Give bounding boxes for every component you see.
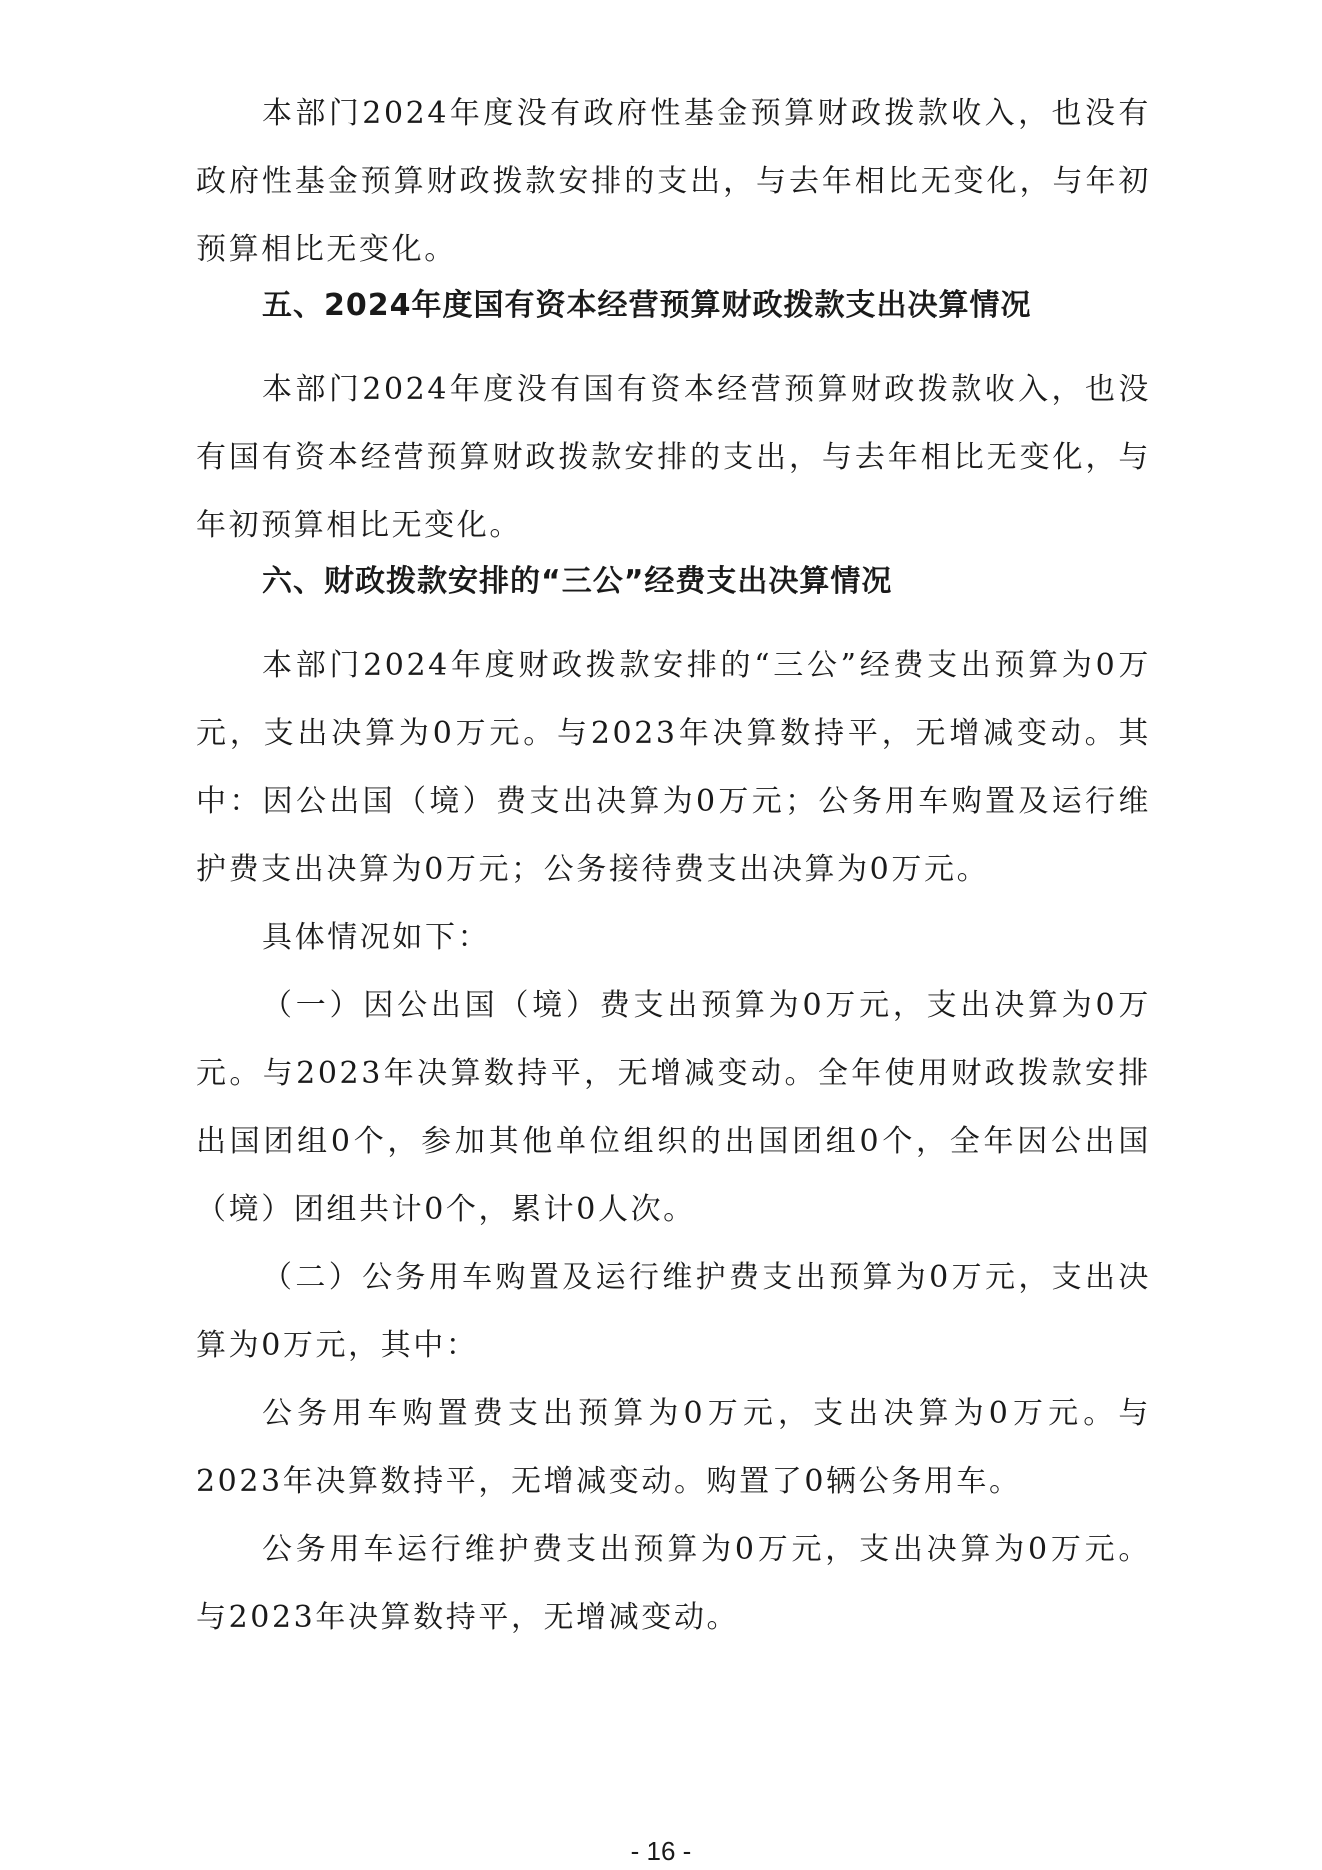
- section-6: [196, 548, 1151, 616]
- section-5-body: [196, 356, 1151, 560]
- paragraph-vehicle-purchase: 公务用车购置费支出预算为0万元，支出决算为0万元。与2023年决算数持平，无增减变动。购置了0辆公务用车。: [196, 1396, 1151, 1499]
- section-5-heading: 五、2024年度国有资本经营预算财政拨款支出决算情况: [262, 288, 1032, 323]
- section-6-body: [196, 632, 1151, 1652]
- paragraph-vehicle-total: （二）公务用车购置及运行维护费支出预算为0万元，支出决算为0万元，其中：: [196, 1260, 1151, 1363]
- paragraph-vehicle-operation: 公务用车运行维护费支出预算为0万元，支出决算为0万元。与2023年决算数持平，无增减变动。: [196, 1532, 1151, 1635]
- body-text-1: [196, 80, 1151, 284]
- paragraph-gov-fund: 本部门2024年度没有政府性基金预算财政拨款收入，也没有政府性基金预算财政拨款安排的支出，与去年相比无变化，与年初预算相比无变化。: [196, 96, 1151, 267]
- paragraph-overseas-travel: （一）因公出国（境）费支出预算为0万元，支出决算为0万元。与2023年决算数持平，无增减变动。全年使用财政拨款安排出国团组0个，参加其他单位组织的出国团组0个，全年因公出国（境）团组共计0个，累计0人次。: [196, 988, 1151, 1227]
- page-number: - 16 -: [630, 1836, 692, 1866]
- paragraph-state-capital: 本部门2024年度没有国有资本经营预算财政拨款收入，也没有国有资本经营预算财政拨款安排的支出，与去年相比无变化，与年初预算相比无变化。: [196, 372, 1151, 543]
- section-5: [196, 272, 1151, 340]
- paragraph-three-public-summary: 本部门2024年度财政拨款安排的“三公”经费支出预算为0万元，支出决算为0万元。与2023年决算数持平，无增减变动。其中：因公出国（境）费支出决算为0万元；公务用车购置及运行维护费支出决算为0万元；公务接待费支出决算为0万元。: [196, 648, 1151, 887]
- paragraph-details-intro: 具体情况如下：: [262, 920, 491, 955]
- section-6-heading: 六、财政拨款安排的“三公”经费支出决算情况: [262, 564, 893, 599]
